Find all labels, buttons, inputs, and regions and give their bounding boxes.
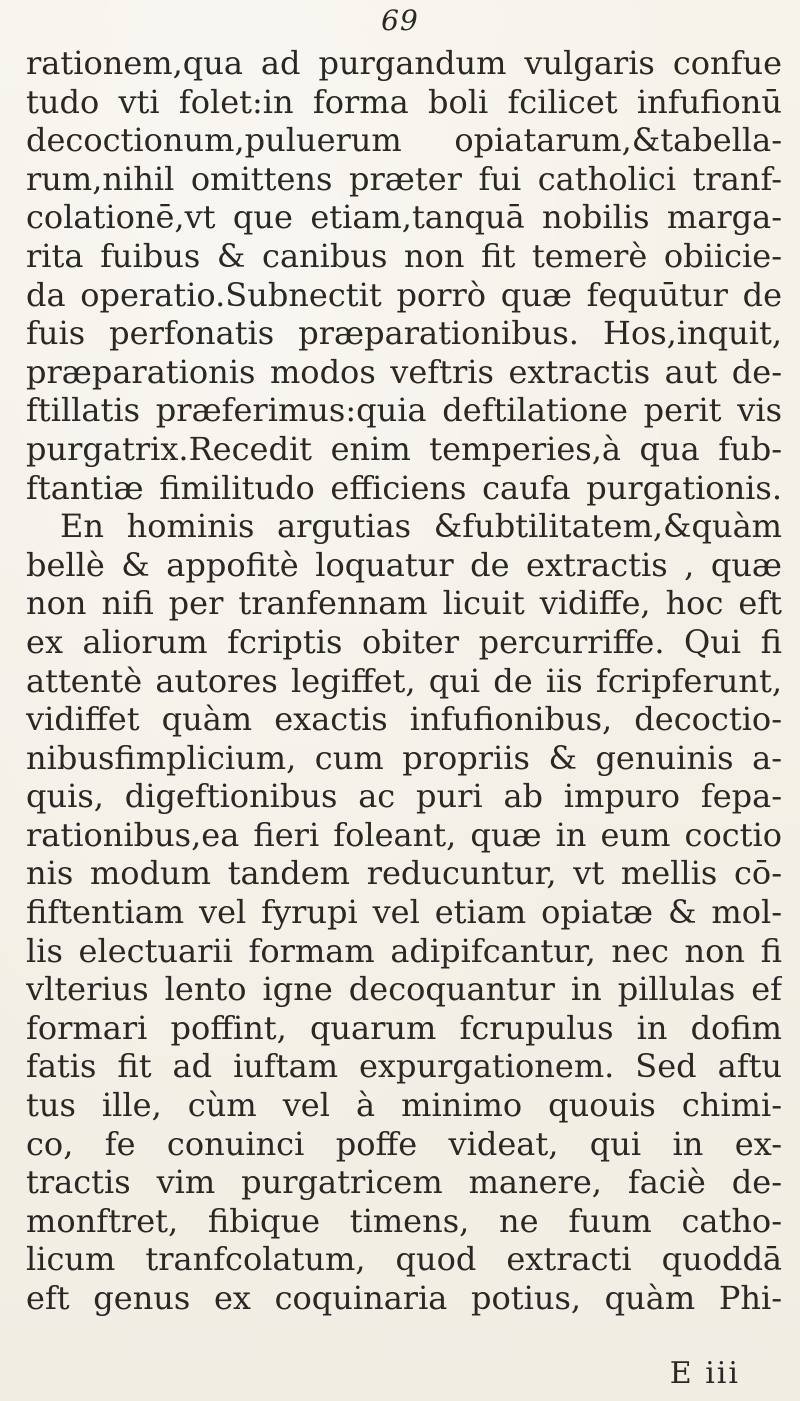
text-line: ftantiæ fimilitudo efficiens caufa purgationis. [26, 468, 782, 507]
text-line: vidiffet quàm exactis infufionibus, decoctio- [26, 700, 782, 739]
text-line: attentè autores legiffet, qui de iis fcripferunt, [26, 661, 782, 700]
text-line: fatis fit ad iuftam expurgationem. Sed aftu [26, 1047, 782, 1086]
text-line: fiftentiam vel fyrupi vel etiam opiatæ & mol- [26, 893, 782, 932]
text-line: tudo vti folet:in forma boli fcilicet infufionū [26, 82, 782, 121]
text-line: nibusfimplicium, cum propriis & genuinis a- [26, 738, 782, 777]
text-line: quis, digeftionibus ac puri ab impuro fepa- [26, 777, 782, 816]
text-line: rationibus,ea fieri foleant, quæ in eum coctio [26, 815, 782, 854]
text-line: non nifi per tranfennam licuit vidiffe, hoc eft [26, 584, 782, 623]
text-line: nis modum tandem reducuntur, vt mellis cō- [26, 854, 782, 893]
text-line: decoctionum,puluerum opiatarum,&tabella- [26, 121, 782, 160]
text-line: rationem,qua ad purgandum vulgaris confue [26, 44, 782, 82]
text-line: bellè & appofitè loquatur de extractis , quæ [26, 545, 782, 584]
body-text [26, 44, 782, 1318]
text-line: lis electuarii formam adipifcantur, nec non fi [26, 931, 782, 970]
text-line: monftret, fibique timens, ne fuum catho- [26, 1201, 782, 1240]
text-line: purgatrix.Recedit enim temperies,à qua fub- [26, 429, 782, 468]
text-line: da operatio.Subnectit porrò quæ fequūtur de [26, 275, 782, 314]
text-line: eft genus ex coquinaria potius, quàm Phi- [26, 1279, 782, 1317]
signature-mark: E iii [669, 1356, 740, 1391]
text-line: præparationis modos veftris extractis aut de- [26, 352, 782, 391]
text-line: colationē,vt que etiam,tanquā nobilis marga- [26, 198, 782, 237]
text-line: co, fe conuinci poffe videat, qui in ex- [26, 1124, 782, 1163]
page-number: 69 [381, 4, 419, 37]
text-line: En hominis argutias &fubtilitatem,&quàm [60, 507, 782, 546]
text-line: fuis perfonatis præparationibus. Hos,inquit, [26, 314, 782, 353]
text-line: ex aliorum fcriptis obiter percurriffe. Qui fi [26, 622, 782, 661]
text-line: ftillatis præferimus:quia deftilatione perit vis [26, 391, 782, 430]
text-line: rita fuibus & canibus non fit temerè obiicie- [26, 236, 782, 275]
text-line: rum,nihil omittens præter fui catholici tranf- [26, 159, 782, 198]
text-line: tractis vim purgatricem manere, faciè de- [26, 1163, 782, 1202]
text-line: formari poffint, quarum fcrupulus in dofim [26, 1008, 782, 1047]
text-line: licum tranfcolatum, quod extracti quoddā [26, 1240, 782, 1279]
text-line: tus ille, cùm vel à minimo quouis chimi- [26, 1086, 782, 1125]
text-line: vlterius lento igne decoquantur in pillulas ef [26, 970, 782, 1009]
